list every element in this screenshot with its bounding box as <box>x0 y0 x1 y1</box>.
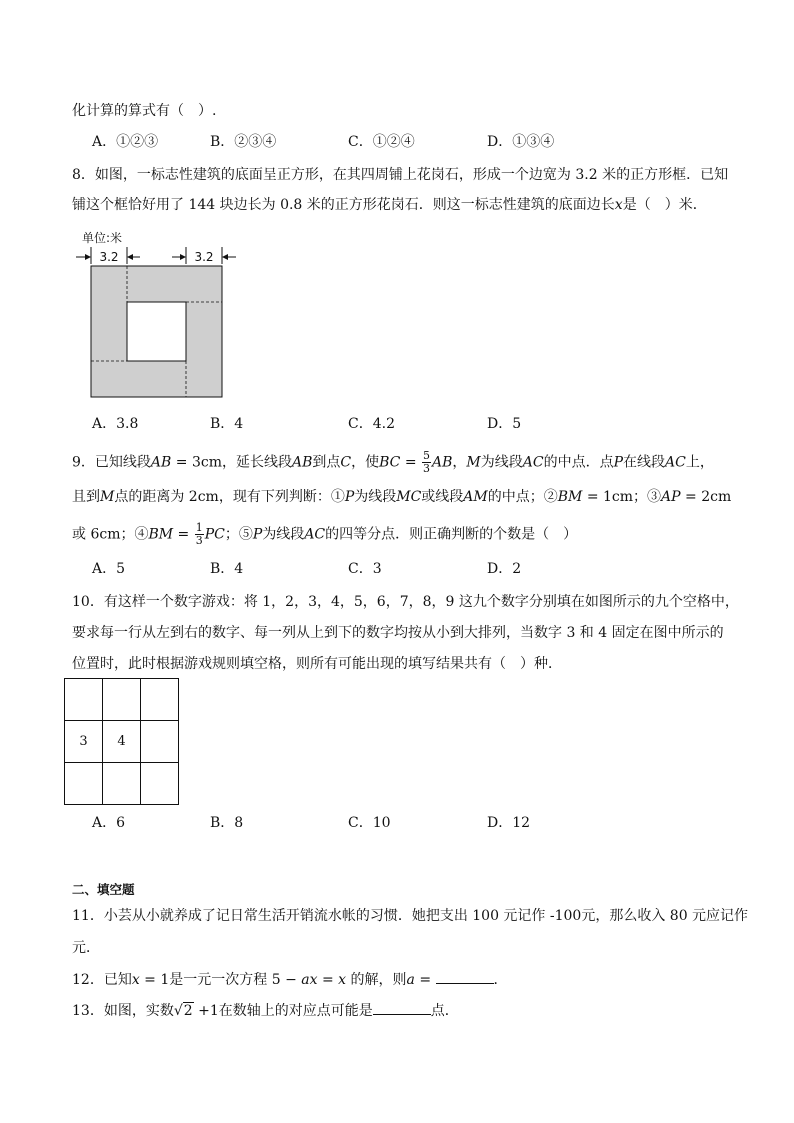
q9-t: M <box>100 489 115 505</box>
q8-option-a: A．3.8 <box>92 416 139 432</box>
q9-option-c: C．3 <box>348 561 382 577</box>
q9-t: 或线段 <box>421 489 464 505</box>
q8-var-x: x <box>614 197 623 213</box>
q12-line <box>72 969 508 990</box>
q7-option-c: C．①②④ <box>348 134 415 150</box>
q9-t: BC <box>379 454 401 471</box>
q9-t: 且到 <box>72 489 100 505</box>
grid-row <box>65 721 179 763</box>
q12-t: 12．已知 <box>72 972 132 988</box>
q10-option-a: A．6 <box>92 815 126 831</box>
q8-inner-square <box>127 302 186 361</box>
q10-option-c: C．10 <box>348 815 391 831</box>
q9-t: AB <box>291 454 313 471</box>
grid-cell: 4 <box>103 721 141 763</box>
q8-text-b: 是（ ）米． <box>622 197 707 213</box>
grid-row <box>65 763 179 805</box>
q8-frame-figure <box>70 228 240 400</box>
q9-t: AC <box>522 454 544 471</box>
q12-t: a <box>406 972 415 988</box>
q10-option-b: B．8 <box>210 815 244 831</box>
q8-line-2 <box>72 195 707 215</box>
q8-option-b: B．4 <box>210 416 244 432</box>
q9-t: = 3cm，延长线段 <box>171 454 292 471</box>
q9-t: P <box>613 454 624 471</box>
q7-continuation: 化计算的算式有（ ）. <box>72 103 217 119</box>
q8-text-a: 铺这个框恰好用了 144 块边长为 0.8 米的正方形花岗石．则这一标志性建筑的底面边长 <box>72 197 615 213</box>
q9-t: AB <box>432 454 453 471</box>
q9-fraction-num: 5 <box>423 449 431 462</box>
q9-t: MC <box>396 489 422 505</box>
q9-line-1 <box>72 450 714 475</box>
q9-option-a: A．5 <box>92 561 126 577</box>
q13-t: +1在数轴上的对应点可能是 <box>193 1003 373 1019</box>
q9-t: 在线段 <box>623 454 666 471</box>
q9-t: AB <box>150 454 172 471</box>
q8-option-c: C．4.2 <box>348 416 395 432</box>
q9-t: ，使 <box>351 454 380 471</box>
q8-line-1: 8．如图，一标志性建筑的底面呈正方形，在其四周铺上花岗石，形成一个边宽为 3.2 米的正方形框．已知 <box>72 167 729 183</box>
q12-t: x <box>131 972 140 988</box>
grid-row <box>65 679 179 721</box>
q9-option-d: D．2 <box>487 561 522 577</box>
q13-radicand: 2 <box>183 1003 193 1019</box>
q9-t: 的四等分点．则正确判断的个数是（ ） <box>325 526 578 543</box>
grid-cell <box>103 679 141 721</box>
q13-t: 13．如图，实数 <box>72 1003 174 1019</box>
q13-t: 点． <box>430 1003 459 1019</box>
grid-cell <box>141 763 179 805</box>
q8-unit-label: 单位:米 <box>82 231 123 245</box>
q12-answer-blank[interactable] <box>436 969 494 984</box>
q9-t: 为线段 <box>354 489 397 505</box>
q8-width-label-right: 3.2 <box>194 250 214 264</box>
q12-t: x <box>338 972 347 988</box>
q9-t: PC <box>204 526 225 543</box>
q9-t: = <box>400 454 422 471</box>
q9-t: 点的距离为 2cm，现有下列判断：① <box>114 489 345 505</box>
q9-t: = <box>173 526 194 543</box>
q12-t: = <box>414 972 436 988</box>
q9-t: AM <box>463 489 488 505</box>
q9-fraction-num: 1 <box>195 521 203 534</box>
q9-t: 的中点．点 <box>543 454 614 471</box>
q8-width-label-left: 3.2 <box>99 250 119 264</box>
q9-t: 为线段 <box>480 454 523 471</box>
q9-t: 为线段 <box>262 526 305 543</box>
q12-t: ． <box>493 972 508 988</box>
q9-t: = 1cm；③ <box>582 489 662 505</box>
grid-cell <box>141 679 179 721</box>
q9-line-3 <box>72 522 577 547</box>
q9-t: M <box>466 454 481 471</box>
q10-line-2: 要求每一行从左到右的数字、每一列从上到下的数字均按从小到大排列，当数字 3 和 4 固定在图中所示的 <box>72 625 724 641</box>
q11-line-2: 元． <box>72 940 100 956</box>
q8-option-d: D．5 <box>487 416 522 432</box>
q9-fraction-1-3 <box>195 522 204 547</box>
q9-fraction-5-3 <box>422 450 431 475</box>
q9-t: BM <box>557 489 583 505</box>
q9-t: 的中点；② <box>487 489 558 505</box>
q9-t: BM <box>148 526 174 543</box>
q9-t: AC <box>665 454 686 471</box>
q7-option-b: B．②③④ <box>210 134 277 150</box>
q9-fraction-den: 3 <box>423 462 431 475</box>
grid-cell <box>65 763 103 805</box>
grid-cell: 3 <box>65 721 103 763</box>
q9-t: 9．已知线段 <box>72 454 151 471</box>
q9-t: 到点 <box>312 454 341 471</box>
q9-t: P <box>344 489 355 505</box>
q9-t: AC <box>304 526 326 543</box>
q9-t: = 2cm <box>680 489 732 505</box>
q9-fraction-den: 3 <box>195 534 203 547</box>
grid-cell <box>141 721 179 763</box>
q9-t: AP <box>661 489 681 505</box>
q9-line-2 <box>72 487 731 507</box>
q9-t: 或 6cm；④ <box>72 526 149 543</box>
q12-t: 的解，则 <box>346 972 407 988</box>
grid-cell <box>103 763 141 805</box>
q10-line-3: 位置时，此时根据游戏规则填空格，则所有可能出现的填写结果共有（ ）种． <box>72 656 562 672</box>
q10-option-d: D．12 <box>487 815 531 831</box>
q12-t: ax <box>301 972 318 988</box>
q9-option-b: B．4 <box>210 561 244 577</box>
q12-t: = <box>317 972 339 988</box>
q10-line-1: 10．有这样一个数字游戏：将 1，2，3，4，5，6，7，8，9 这九个数字分别填在如图所示的九个空格中， <box>72 594 739 610</box>
q7-option-d: D．①③④ <box>487 134 555 150</box>
section-heading-fill-in: 二、填空题 <box>72 882 135 897</box>
q9-t: ；⑤ <box>224 526 253 543</box>
q11-line-1: 11．小芸从小就养成了记日常生活开销流水帐的习惯．她把支出 100 元记作 -100元，那么收入 80 元应记作 <box>72 908 749 924</box>
q13-answer-blank[interactable] <box>373 1000 431 1015</box>
q9-t: ， <box>452 454 467 471</box>
q9-t: P <box>252 526 263 543</box>
grid-cell <box>65 679 103 721</box>
q7-option-a: A．①②③ <box>92 134 159 150</box>
q9-t: C <box>340 454 352 471</box>
q13-line: 13．如图，实数√2 +1在数轴上的对应点可能是 点． <box>72 1000 459 1021</box>
q9-t: 上， <box>685 454 714 471</box>
q10-number-grid <box>64 678 179 805</box>
q12-t: = 1是一元一次方程 5 − <box>139 972 302 988</box>
